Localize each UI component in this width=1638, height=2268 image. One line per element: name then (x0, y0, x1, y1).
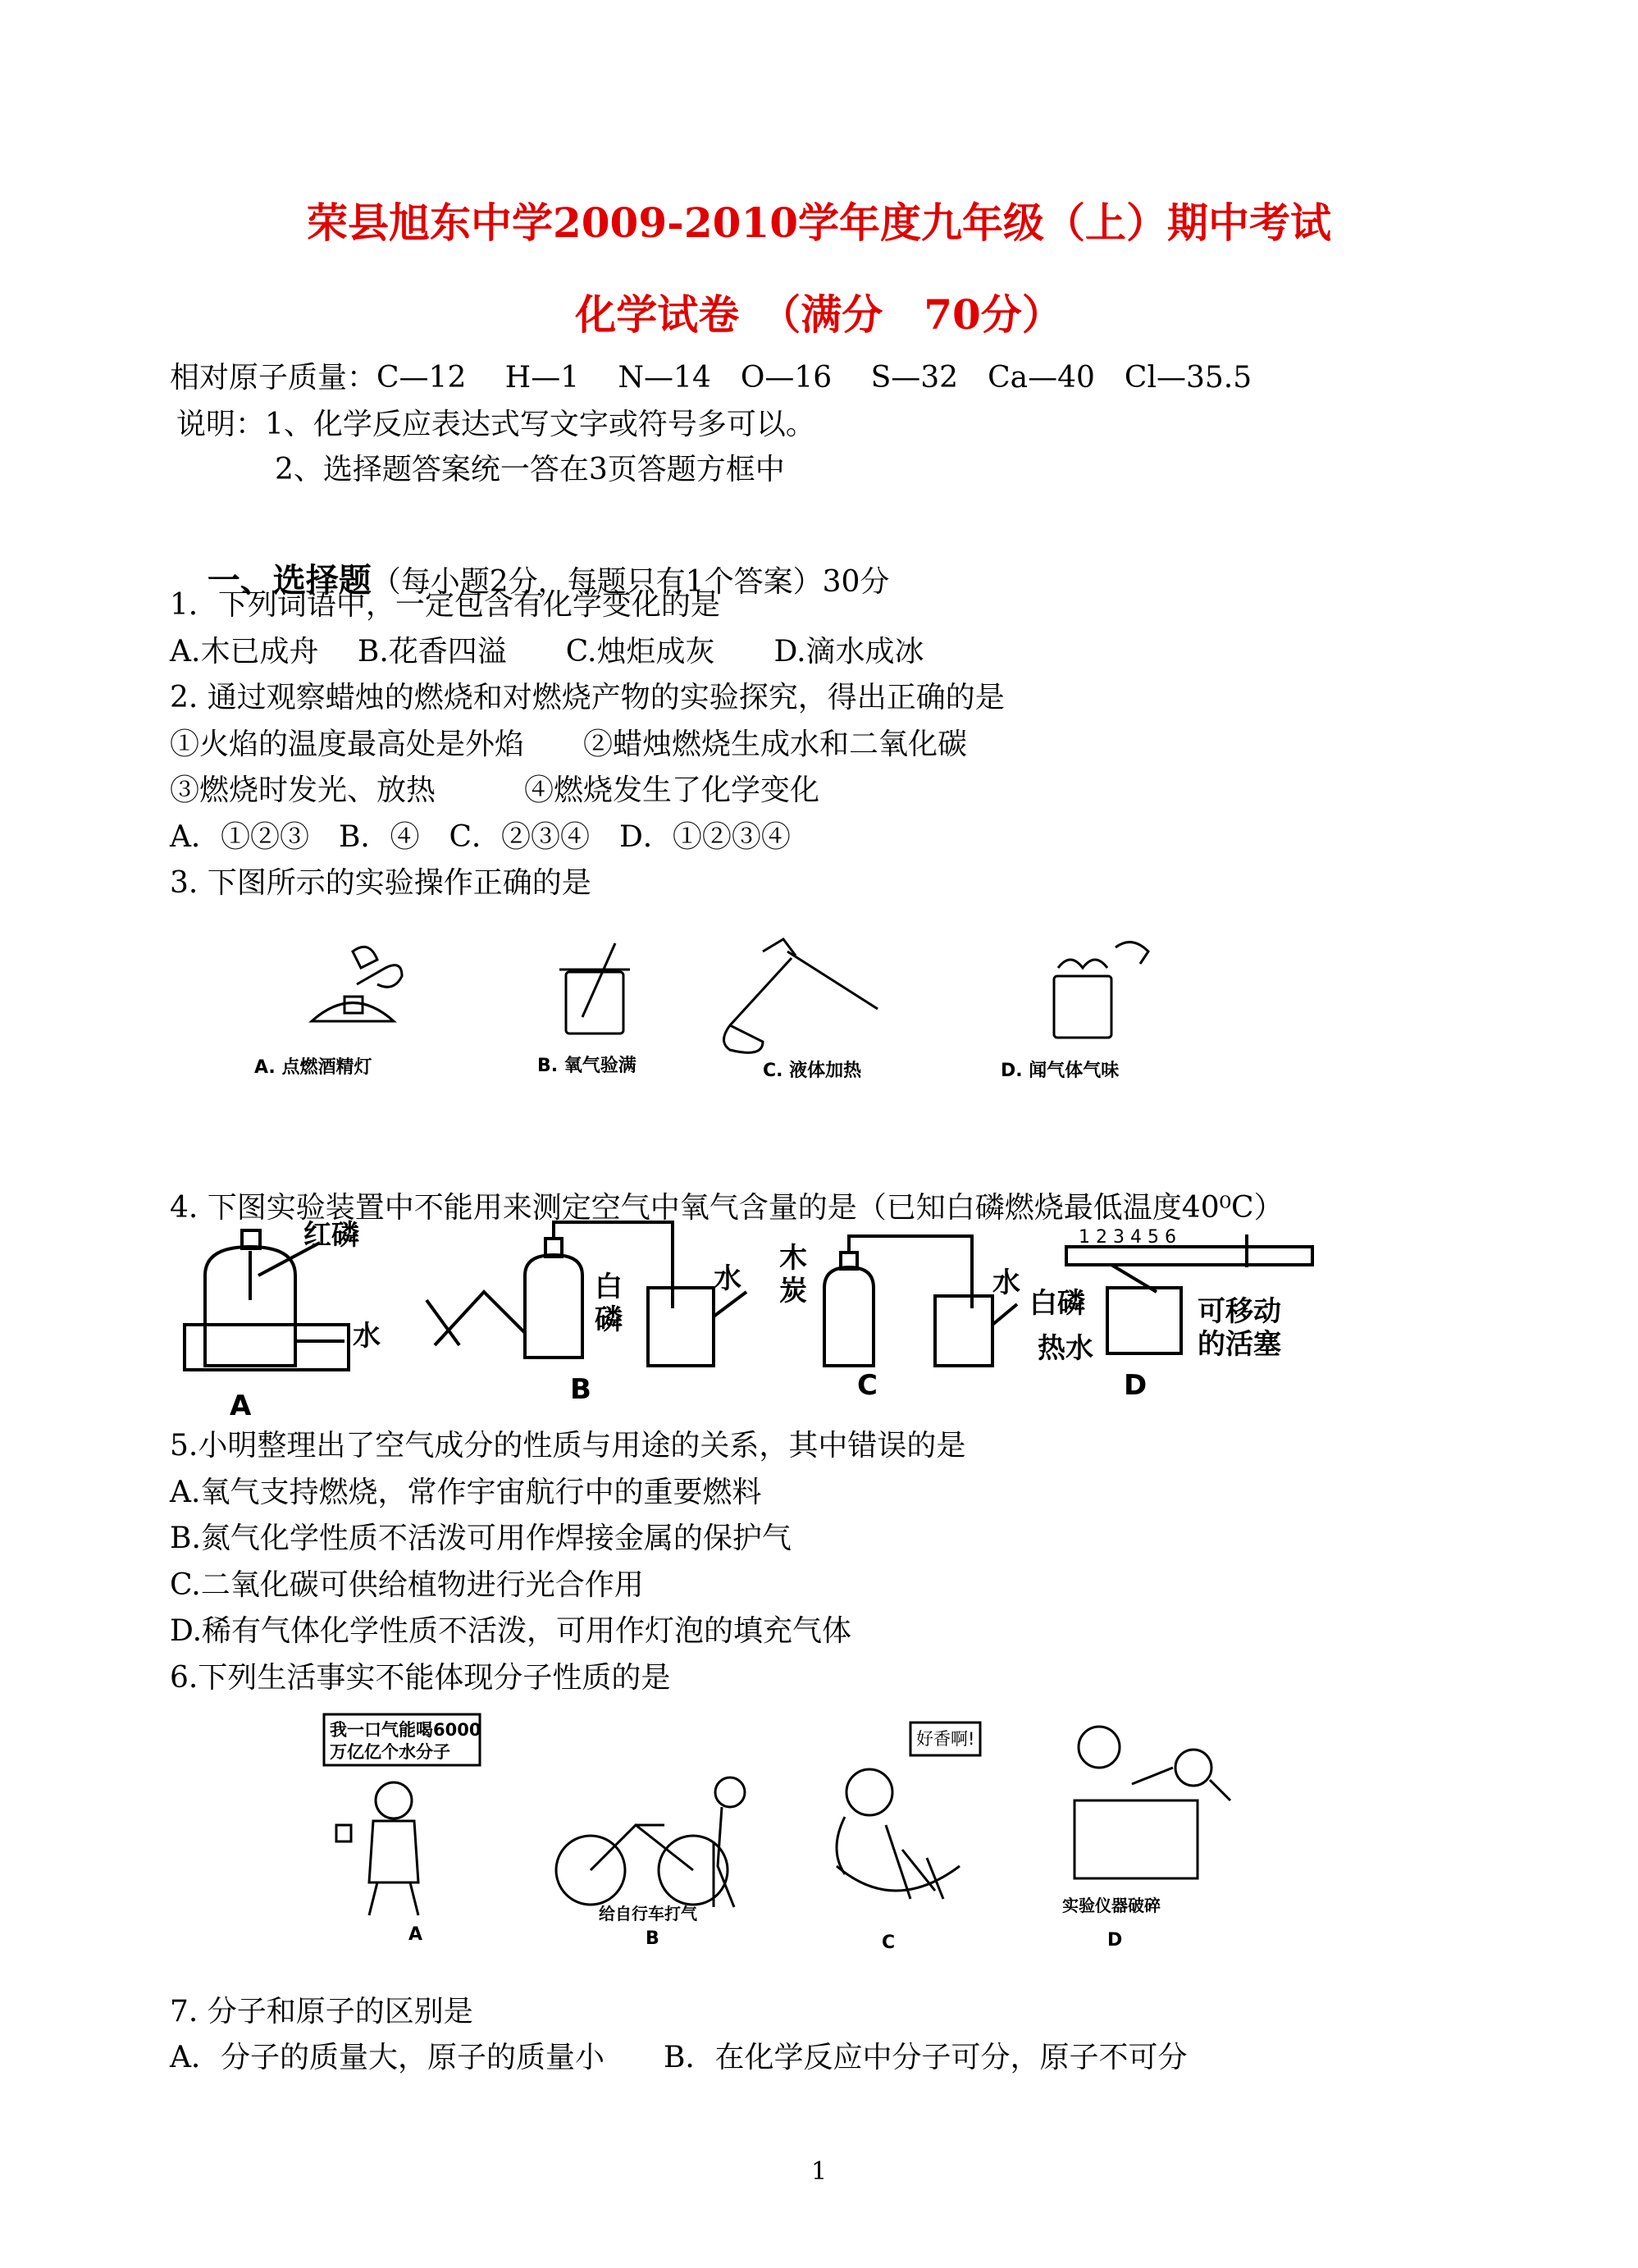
q5-option-b: B.氮气化学性质不活泼可用作焊接金属的保护气 (170, 1522, 792, 1555)
b-white-label: 白 (595, 1271, 623, 1303)
d-hot-water-label: 热水 (1038, 1332, 1093, 1365)
q3-stem: 3. 下图所示的实验操作正确的是 (170, 866, 591, 900)
liquid-heating-icon (724, 939, 878, 1052)
q3-caption-a: A. 点燃酒精灯 (254, 1057, 372, 1078)
c-water-label: 水 (992, 1266, 1020, 1299)
atomic-masses: 相对原子质量：C—12 H—1 N—14 O—16 S—32 Ca—40 Cl—35.5 (170, 361, 1252, 395)
exam-title: 荣县旭东中学2009-2010学年度九年级（上）期中考试 (306, 199, 1332, 247)
q3-caption-c: C. 液体加热 (763, 1061, 862, 1081)
girl-smelling-flowers-icon (837, 1769, 960, 1899)
q2-options: A．①②③ B．④ C．②③④ D．①②③④ (170, 820, 791, 854)
q4-figure (172, 1210, 1337, 1423)
q1-stem: 1．下列词语中，一定包含有化学变化的是 (170, 588, 720, 622)
section-desc: （每小题2分，每题只有1个答案）30分 (371, 565, 890, 599)
d-piston-label-1: 可移动 (1198, 1295, 1281, 1328)
q2-statement-1: ①火焰的温度最高处是外焰 ②蜡烛燃烧生成水和二氧化碳 (170, 728, 968, 761)
c-letter: C (857, 1369, 878, 1402)
apparatus-b (427, 1222, 746, 1366)
c-carbon-label: 炭 (779, 1275, 807, 1307)
q3-caption-d: D. 闻气体气味 (1001, 1061, 1120, 1081)
q6-figure (320, 1702, 1263, 1953)
b-phosphorus-label: 磷 (595, 1303, 623, 1336)
q5-stem: 5.小明整理出了空气成分的性质与用途的关系，其中错误的是 (170, 1429, 966, 1463)
d-piston-label-2: 的活塞 (1198, 1328, 1281, 1361)
q5-option-d: D.稀有气体化学性质不活泼，可用作灯泡的填充气体 (170, 1614, 852, 1648)
caption-d: 实验仪器破碎 (1062, 1896, 1161, 1915)
q7-stem: 7. 分子和原子的区别是 (170, 1995, 473, 2028)
q4-stem: 4. 下图实验装置中不能用来测定空气中氧气含量的是（已知白磷燃烧最低温度40⁰C） (170, 1191, 1284, 1225)
q7-options: A．分子的质量大，原子的质量小 B．在化学反应中分子可分，原子不可分 (170, 2041, 1188, 2074)
q3-figure (254, 935, 1206, 1099)
lab-table-icon (1075, 1727, 1230, 1878)
smell-gas-icon (1054, 942, 1148, 1038)
letter-a: A (408, 1924, 423, 1945)
exam-subtitle: 化学试卷 （满分 70分） (575, 290, 1063, 339)
q3-caption-b: B. 氧气验满 (537, 1056, 636, 1076)
a-red-phosphorus-label: 红磷 (303, 1219, 359, 1252)
bubble-a-line2: 万亿亿个水分子 (330, 1742, 450, 1762)
bubble-a-line1: 我一口气能喝6000 (330, 1720, 481, 1740)
q5-option-a: A.氧气支持燃烧，常作宇宙航行中的重要燃料 (170, 1476, 762, 1509)
letter-d: D (1107, 1930, 1123, 1951)
caption-b: 给自行车打气 (599, 1904, 697, 1923)
apparatus-c (824, 1236, 1017, 1366)
bubble-c-text: 好香啊! (916, 1729, 975, 1749)
a-letter: A (230, 1390, 252, 1422)
q5-option-c: C.二氧化碳可供给植物进行光合作用 (170, 1568, 644, 1602)
c-wood-label: 木 (779, 1242, 807, 1275)
a-water-label: 水 (353, 1320, 381, 1353)
bicycle-pump-icon (556, 1777, 745, 1907)
gas-jar-icon (559, 943, 630, 1034)
q2-stem: 2. 通过观察蜡烛的燃烧和对燃烧产物的实验探究，得出正确的是 (170, 681, 1005, 714)
q6-stem: 6.下列生活事实不能体现分子性质的是 (170, 1661, 671, 1695)
b-water-label: 水 (714, 1262, 741, 1295)
d-scale-label: 1 2 3 4 5 6 (1079, 1227, 1176, 1248)
d-white-phosphorus-label: 白磷 (1029, 1287, 1085, 1320)
d-letter: D (1124, 1369, 1148, 1402)
section-title: 一、选择题 (207, 561, 372, 600)
q1-options: A.木已成舟 B.花香四溢 C.烛炬成灰 D.滴水成冰 (170, 635, 924, 669)
note-2: 2、选择题答案统一答在3页答题方框中 (275, 453, 785, 486)
page-number: 1 (810, 2157, 828, 2186)
q2-statement-2: ③燃烧时发光、放热 ④燃烧发生了化学变化 (170, 773, 820, 807)
note-1: 说明：1、化学反应表达式写文字或符号多可以。 (176, 408, 815, 441)
person-drinking-icon (336, 1782, 418, 1915)
letter-b: B (646, 1928, 659, 1949)
b-letter: B (570, 1373, 591, 1406)
letter-c: C (882, 1933, 896, 1953)
alcohol-lamp-icon (312, 947, 402, 1021)
